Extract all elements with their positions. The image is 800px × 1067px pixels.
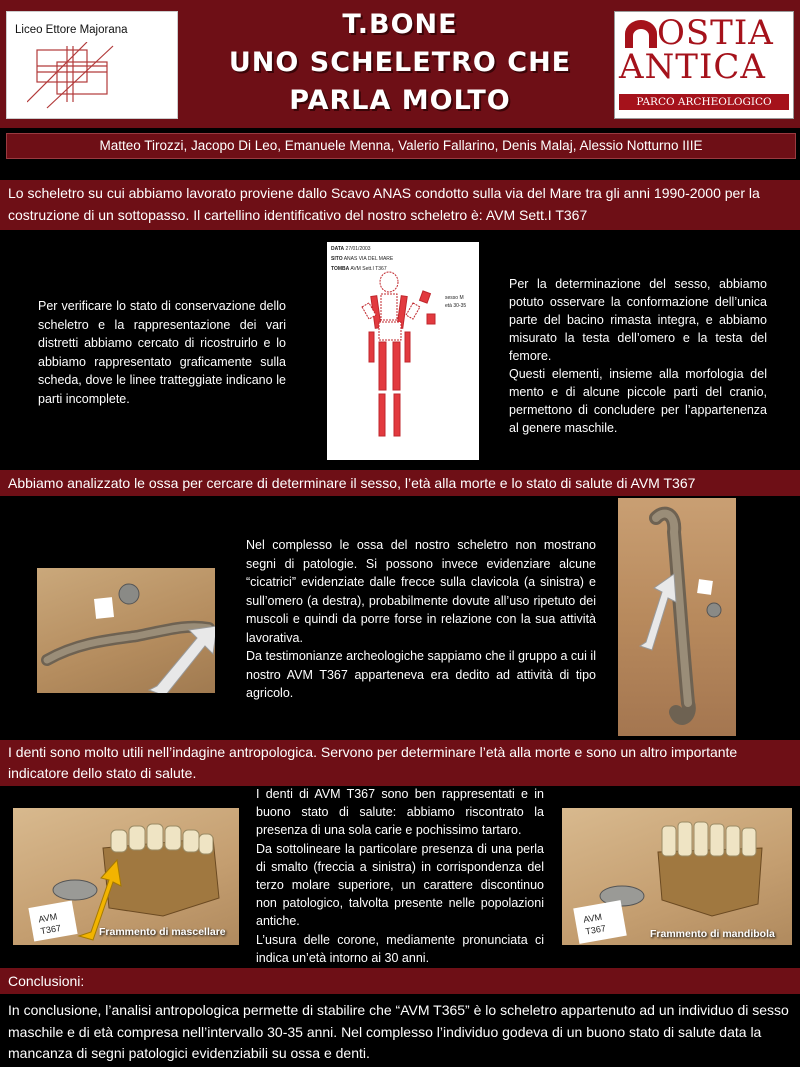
ostia-antica-logo: [614, 11, 794, 119]
ostia-logo-tagline: PARCO ARCHEOLOGICO: [619, 94, 789, 110]
maxilla-photo: [13, 808, 239, 945]
bones-health-text: Nel complesso le ossa del nostro scheletro non mostrano segni di patologie. Si possono invece evidenziare alcune “cicatrici” evidenziate dalle frecce sulla clavicola (a sinistra) e sull’omero (a destra), probabilmente dovute all’uso ripetuto dei muscoli e quindi da porre forse in relazione con la sua attività lavorativa. Da testimonianze archeologiche sappiamo che il gruppo a cui il nostro AVM T367 apparteneva era dedito ad attività di tipo agricolo.: [246, 538, 596, 700]
white-arrow-icon: [640, 574, 676, 650]
sheet-site: ANAS VIA DEL MARE: [343, 256, 394, 262]
svg-text:AVM: AVM: [582, 911, 603, 925]
mandible-photo: [562, 808, 792, 945]
sex-determination-text: Per la determinazione del sesso, abbiamo potuto osservare la conformazione dell’unica parte del bacino rimasta integra, e abbiamo misurato la testa dell’omero e la testa del femore. Questi elementi, insieme alla morfologia del mento e di alcune piccole parti del cranio, permettono di concludere per l’appartenenza al genere maschile.: [509, 277, 767, 435]
ostia-logo-line1: OSTIA: [657, 13, 774, 53]
sheet-tomb: AVM Sett.I T367: [350, 266, 387, 272]
conclusion-heading: Conclusioni:: [0, 968, 800, 994]
svg-text:T367: T367: [584, 923, 607, 937]
school-emblem-icon: [27, 42, 147, 112]
ostia-logo-text: [619, 13, 774, 87]
sheet-age-value: 30-35: [453, 303, 467, 309]
title-line: T.BONE: [342, 9, 458, 40]
svg-text:T367: T367: [39, 922, 62, 937]
mandible-caption: Frammento di mandibola: [650, 928, 775, 940]
svg-text:AVM: AVM: [37, 911, 58, 925]
sheet-sex-label: sesso: [445, 295, 459, 301]
conservation-text: Per verificare lo stato di conservazione dello scheletro e la rappresentazione dei vari distretti abbiamo cercato di ricostruirlo e lo abbiamo rappresentato graficamente sulla scheda, dove le linee tratteggiate indicano le parti incomplete.: [38, 299, 286, 406]
teeth-band: I denti sono molto utili nell’indagine antropologica. Servono per determinare l’età alla morte e sono un altro importante indicatore dello stato di salute.: [0, 740, 800, 786]
humerus-bone-icon: [618, 498, 736, 736]
skeleton-sheet: [327, 242, 479, 460]
sheet-date: 27/01/2003: [345, 246, 371, 252]
authors-bar: Matteo Tirozzi, Jacopo Di Leo, Emanuele Menna, Valerio Fallarino, Denis Malaj, Alessio Notturno IIIE: [6, 133, 796, 159]
sheet-sex-value: M: [459, 295, 464, 301]
clavicle-bone-icon: [37, 568, 215, 693]
sheet-age-label: età: [445, 303, 452, 309]
skeleton-diagram: [327, 242, 479, 460]
teeth-text: I denti di AVM T367 sono ben rappresentati e in buono stato di salute: abbiamo riscontrato la presenza di una sola carie e pochissimo tartaro. Da sottolineare la particolare presenza di una perla di smalto (freccia a sinistra) in corrispondenza del terzo molare superiore, un carattere discontinuo non patologico, talvolta presente nelle popolazioni antiche. L’usura delle corone, mediamente pronunciata ci indica un’età intorno ai 30 anni.: [256, 787, 544, 965]
title-line: PARLA MOLTO: [289, 85, 511, 116]
clavicle-photo: [37, 568, 215, 693]
intro-band: Lo scheletro su cui abbiamo lavorato proviene dallo Scavo ANAS condotto sulla via del Mare tra gli anni 1990-2000 per la costruzione di un sottopasso. Il cartellino identificativo del nostro scheletro è: AVM Sett.I T367: [0, 180, 800, 230]
maxilla-caption: Frammento di mascellare: [99, 926, 226, 938]
school-logo: [6, 11, 178, 119]
title-line: UNO SCHELETRO CHE: [228, 47, 572, 78]
analysis-band: Abbiamo analizzato le ossa per cercare di determinare il sesso, l’età alla morte e lo stato di salute di AVM T367: [0, 470, 800, 496]
sheet-header: DATA 27/01/2003 SITO ANAS VIA DEL MARE TOMBA AVM Sett.I T367: [331, 246, 394, 272]
maxilla-fragment-icon: [13, 808, 239, 945]
conclusion-text: In conclusione, l’analisi antropologica permette di stabilire che “AVM T365” è lo scheletro appartenuto ad un individuo di sesso maschile e di età compresa nell’intervallo 30-35 anni. Nel complesso l’individuo godeva di un buono stato di salute data la mancanza di segni patologici evidenziabili su ossa e denti.: [8, 1002, 789, 1061]
school-name: Liceo Ettore Majorana: [15, 24, 128, 36]
poster-title: [200, 6, 600, 120]
humerus-photo: [618, 498, 736, 736]
ostia-logo-line2: ANTICA: [619, 47, 766, 87]
mandible-fragment-icon: [562, 808, 792, 945]
